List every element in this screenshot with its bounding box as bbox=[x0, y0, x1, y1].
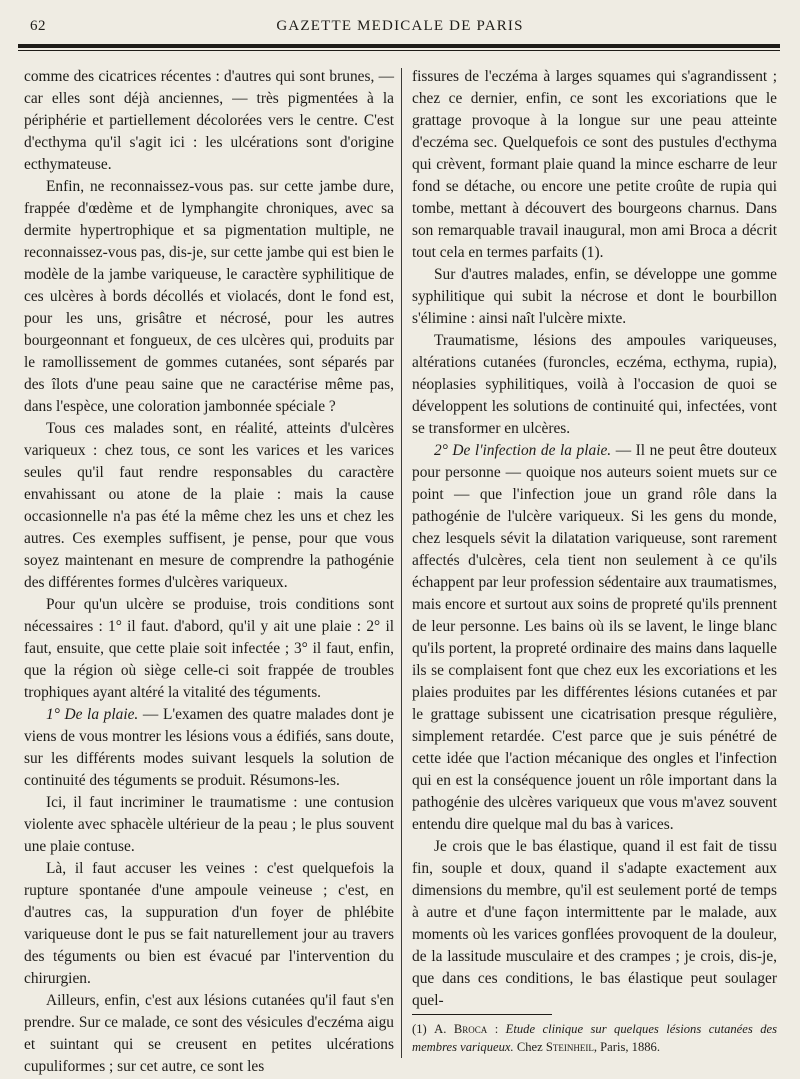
paragraph-text: Sur d'autres malades, enfin, se développe une gomme syphilitique qui subit la nécrose et dont le bourbillon s'élimine : ainsi naît l'ulcère mixte. bbox=[412, 266, 777, 327]
paragraph-text: Pour qu'un ulcère se produise, trois conditions sont nécessaires : 1° il faut. d'abord, qu'il y ait une plaie : 2° il faut, ensuite, que cette plaie soit infectée ; 3° il faut, enfin, que la région où siège celle-ci soit frappée de troubles trophiques ayant altéré la vitalité des téguments. bbox=[24, 596, 394, 701]
paragraph bbox=[412, 440, 777, 836]
paragraph bbox=[24, 66, 394, 176]
footnote-place-year: , Paris, 1886. bbox=[593, 1040, 660, 1054]
paragraph bbox=[412, 66, 777, 264]
section-heading: 1° De la plaie. bbox=[46, 706, 139, 723]
paragraph bbox=[24, 858, 394, 990]
header-rule-thick bbox=[18, 44, 780, 48]
footnote: (1) A. Broca : Etude clinique sur quelques lésions cutanées des membres variqueux. Chez Steinheil, Paris, 1886. bbox=[412, 1022, 778, 1054]
journal-title: GAZETTE MEDICALE DE PARIS bbox=[276, 18, 524, 34]
column-divider bbox=[401, 68, 402, 1058]
paragraph-text: Enfin, ne reconnaissez-vous pas. sur cette jambe dure, frappée d'œdème et de lymphangite chroniques, avec sa dermite hypertrophique et sa pigmentation multiple, ne reconnaissez-vous pas, dis-je, sur cette jambe qui est bien le modèle de la jambe variqueuse, le caractère syphilitique de ces ulcères à bords décollés et violacés, dont le fond est, pour les uns, grisâtre et nécrosé, pour les autres bourgeonnant et fongueux, de ces ulcères qui, produits par le ramollissement de gommes cutanées, sont séparés par des îlots d'une peau saine que ne caractérise même pas, dans l'espèce, une coloration jambonnée spéciale ? bbox=[24, 178, 394, 415]
footnote-publisher-prefix: Chez bbox=[516, 1040, 543, 1054]
paragraph-text: Là, il faut accuser les veines : c'est quelquefois la rupture spontanée d'une ampoule veineuse ; c'est, en d'autres cas, la suppuration d'un foyer de phlébite variqueuse dont le pus se fait naturellement jour au travers des téguments ou bien est évacué par l'intervention du chirurgien. bbox=[24, 860, 394, 987]
paragraph bbox=[412, 836, 777, 1012]
footnote-number: (1) bbox=[412, 1022, 427, 1036]
paragraph bbox=[24, 792, 394, 858]
paragraph bbox=[24, 176, 394, 418]
page-number: 62 bbox=[30, 18, 46, 34]
paragraph-text: Traumatisme, lésions des ampoules variqueuses, altérations cutanées (furoncles, eczéma, ecthyma, rupia), néoplasies syphilitiques, voilà à l'occasion de quoi se développent les solutions de continuité qui, infectées, vont se transformer en ulcères. bbox=[412, 332, 777, 437]
footnote-rule bbox=[412, 1014, 552, 1015]
paragraph-text: Ailleurs, enfin, c'est aux lésions cutanées qu'il faut s'en prendre. Sur ce malade, ce sont des vésicules d'eczéma aigu et suintant qui se creusent en petites ulcérations cupuliformes ; sur cet autre, ce sont les bbox=[24, 992, 394, 1075]
paragraph-text: — Il ne peut être douteux pour personne — quoique nos auteurs soient muets sur ce point — que l'infection joue un grand rôle dans la pathogénie de l'ulcère variqueux. Si les gens du monde, chez lesquels sévit la dilatation variqueuse, sont rarement affectés d'ulcères, cela tient non seulement à ce qu'ils échappent par leur profession sédentaire aux traumatismes, mais encore et surtout aux soins de propreté qu'ils prennent de leur personne. Les bains où ils se lavent, le linge blanc qu'ils portent, la propreté ordinaire des mains dans laquelle ils se complaisent font que chez eux les excoriations et les plaies produites par les différentes lésions cutanées et par le grattage subissent une cicatrisation presque régulière, simplement retardée. C'est parce que je suis pénétré de cette idée que l'action mécanique des ongles et l'infection qui en est la conséquence jouent un rôle important dans la pathogénie des ulcères variqueux que vous m'avez souvent entendu dire quelque mal du bas à varices. bbox=[412, 442, 777, 833]
paragraph bbox=[24, 704, 394, 792]
paragraph bbox=[412, 330, 777, 440]
footnote-title: Etude clinique sur quelques lésions cutanées des membres variqueux. bbox=[412, 1022, 778, 1054]
paragraph-text: Tous ces malades sont, en réalité, atteints d'ulcères variqueux : chez tous, ce sont les varices et les varices seules qu'il faut rendre responsables du caractère envahissant ou atone de la plaie : mais la cause occasionnelle n'a pas été la même chez les uns et chez les autres. Ces exemples suffisent, je pense, pour que vous soyez maintenant en mesure de comprendre la pathogénie des différentes formes d'ulcères variqueux. bbox=[24, 420, 394, 591]
footnote-author: A. Broca bbox=[434, 1022, 488, 1036]
paragraph bbox=[24, 990, 394, 1078]
paragraph bbox=[412, 264, 777, 330]
paragraph-text: — L'examen des quatre malades dont je viens de vous montrer les lésions vous a édifiés, sans doute, sur les différents modes suivant lesquels la solution de continuité des téguments se produit. Résumons-les. bbox=[24, 706, 395, 789]
paragraph-text: fissures de l'eczéma à larges squames qui s'agrandissent ; chez ce dernier, enfin, ce sont les excoriations que le grattage provoque à la longue sur une peau atteinte d'eczéma sec. Quelquefois ce sont des pustules d'ecthyma qui crèvent, formant plaie quand la mince escharre de leur fond se détache, ou encore une petite croûte de rupia qui tombe, mettant à découvert des bourgeons charnus. Dans son remarquable travail inaugural, mon ami Broca a décrit tout cela en termes parfaits (1). bbox=[412, 68, 777, 261]
paragraph-text: comme des cicatrices récentes : d'autres qui sont brunes, — car elles sont déjà anciennes, — très pigmentées à la périphérie et partiellement décolorées vers le centre. C'est d'ecthyma qu'il s'agit ici : les ulcérations sont d'origine ecthymateuse. bbox=[24, 68, 394, 173]
left-column bbox=[24, 66, 394, 1078]
footnote-publisher: Steinheil bbox=[545, 1040, 594, 1054]
paragraph bbox=[24, 594, 394, 704]
header-rule-thin bbox=[18, 50, 780, 51]
paragraph bbox=[24, 418, 394, 594]
running-head bbox=[0, 18, 800, 40]
right-column bbox=[412, 66, 777, 1012]
section-heading: 2° De l'infection de la plaie. bbox=[434, 442, 612, 459]
paragraph-text: Ici, il faut incriminer le traumatisme : une contusion violente avec sphacèle ultérieur de la peau ; le plus souvent une plaie contuse. bbox=[24, 794, 394, 855]
paragraph-text: Je crois que le bas élastique, quand il est fait de tissu fin, souple et doux, quand il s'adapte exactement aux dimensions du membre, qu'il est seulement porté de temps à autre et d'une façon intermittente par le malade, aux moments où les varices gonflées provoquent de la douleur, de la lassitude musculaire et des crampes ; je crois, dis-je, que dans ces conditions, le bas élastique peut soulager quel- bbox=[412, 838, 777, 1009]
